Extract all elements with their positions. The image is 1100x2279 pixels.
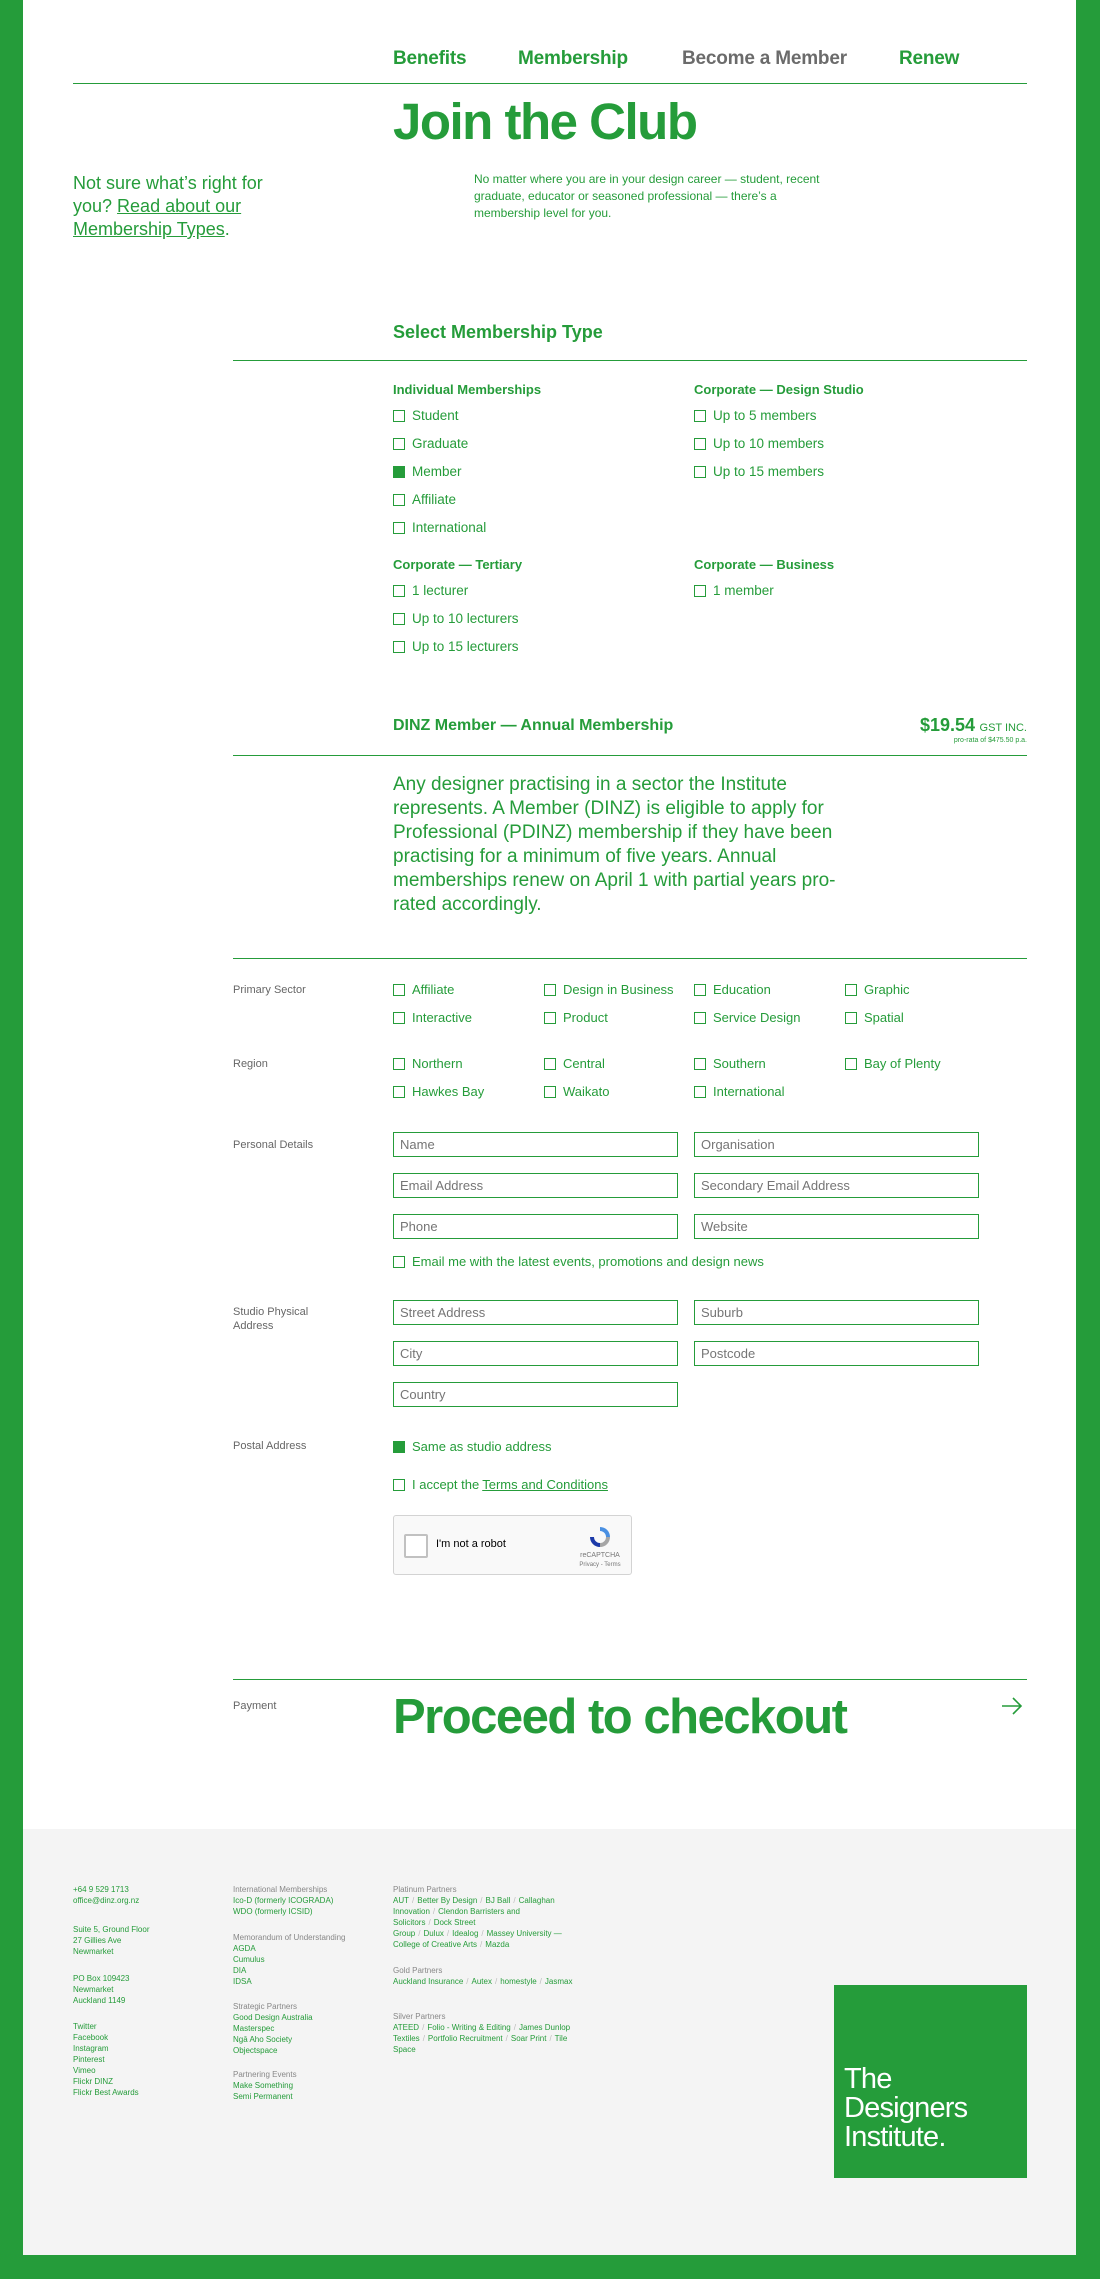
partner-link[interactable]: Callaghan Innovation bbox=[393, 1896, 555, 1916]
option-label: Affiliate bbox=[412, 492, 457, 507]
option-label: Education bbox=[713, 982, 771, 997]
checkbox[interactable] bbox=[845, 984, 857, 996]
checkbox[interactable] bbox=[845, 1058, 857, 1070]
footer-link[interactable]: Ico-D (formerly ICOGRADA) bbox=[233, 1896, 334, 1905]
studio-address-label: Studio Physical Address bbox=[233, 1306, 309, 1332]
footer-heading: Gold Partners bbox=[393, 1966, 443, 1975]
price-note: pro-rata of $475.50 p.a. bbox=[953, 737, 1027, 744]
logo-line: Designers bbox=[844, 2092, 968, 2124]
region-international[interactable] bbox=[694, 1084, 785, 1099]
intro-text: No matter where you are in your design career — student, recent graduate, educator or seasoned professional — there’s a membership level for you. bbox=[474, 172, 820, 220]
membership-types-note bbox=[73, 172, 288, 241]
recaptcha-brand: reCAPTCHA bbox=[580, 1552, 620, 1559]
option-international[interactable] bbox=[393, 520, 486, 535]
option-label: Up to 15 members bbox=[713, 464, 825, 479]
checkbox[interactable] bbox=[393, 494, 405, 506]
option-label: Service Design bbox=[713, 1010, 801, 1025]
phone-link[interactable]: +64 9 529 1713 bbox=[73, 1885, 129, 1894]
group-title-design-studio: Corporate — Design Studio bbox=[694, 382, 864, 397]
footer-heading: Memorandum of Understanding bbox=[233, 1933, 346, 1942]
partner-link[interactable]: Tile Space bbox=[393, 2034, 568, 2054]
option-label: Member bbox=[412, 464, 462, 479]
footer-po-box bbox=[73, 1973, 129, 2006]
address-line: Suite 5, Ground Floor bbox=[73, 1925, 150, 1934]
footer bbox=[23, 1829, 1076, 2255]
option-label: International bbox=[412, 520, 487, 535]
name-field[interactable] bbox=[393, 1132, 678, 1157]
option-label: Hawkes Bay bbox=[412, 1084, 485, 1099]
footer-silver bbox=[393, 2011, 573, 2055]
proceed-to-checkout-button[interactable]: Proceed to checkout bbox=[393, 1690, 847, 1744]
sector-spatial[interactable] bbox=[845, 1010, 904, 1025]
option-graduate[interactable] bbox=[393, 436, 468, 451]
footer-link[interactable]: WDO (formerly ICSID) bbox=[233, 1907, 313, 1916]
footer-link[interactable]: Ngā Aho Society bbox=[233, 2035, 293, 2044]
address-line: PO Box 109423 bbox=[73, 1974, 130, 1983]
footer-heading: Strategic Partners bbox=[233, 2002, 298, 2011]
footer-heading: Platinum Partners bbox=[393, 1885, 457, 1894]
checkbox[interactable] bbox=[694, 1012, 706, 1024]
checkbox[interactable] bbox=[694, 1086, 706, 1098]
footer-international bbox=[233, 1884, 333, 1917]
checkbox[interactable] bbox=[393, 438, 405, 450]
group-title-tertiary: Corporate — Tertiary bbox=[393, 557, 523, 572]
recaptcha-label: I'm not a robot bbox=[436, 1538, 506, 1550]
checkbox[interactable] bbox=[694, 410, 706, 422]
option-label: International bbox=[713, 1084, 785, 1099]
option-label: Central bbox=[563, 1056, 605, 1071]
footer-gold bbox=[393, 1965, 573, 1987]
footer-link[interactable]: Make Something bbox=[233, 2081, 294, 2090]
footer-heading: Partnering Events bbox=[233, 2070, 297, 2079]
footer-link[interactable]: Cumulus bbox=[233, 1955, 265, 1964]
option-label: I accept the bbox=[412, 1477, 480, 1492]
partner-link[interactable]: Jasmax bbox=[544, 1977, 573, 1986]
address-line: Auckland 1149 bbox=[73, 1996, 126, 2005]
checkbox[interactable] bbox=[694, 1058, 706, 1070]
checkbox-checked[interactable] bbox=[393, 466, 405, 478]
recaptcha-links[interactable]: Privacy - Terms bbox=[579, 1562, 621, 1568]
suburb-field[interactable] bbox=[694, 1300, 979, 1325]
option-label: Up to 5 members bbox=[713, 408, 817, 423]
checkbox[interactable] bbox=[694, 438, 706, 450]
group-title-business: Corporate — Business bbox=[694, 557, 835, 572]
option-label: Email me with the latest events, promotions and design news bbox=[412, 1254, 764, 1269]
option-label: Southern bbox=[713, 1056, 766, 1071]
country-field[interactable] bbox=[393, 1382, 678, 1407]
social-twitter[interactable]: Twitter bbox=[73, 2022, 97, 2031]
option-label: Graduate bbox=[412, 436, 469, 451]
address-line: Newmarket bbox=[73, 1985, 114, 1994]
postal-address-label: Postal Address bbox=[233, 1440, 307, 1452]
membership-description: Any designer practising in a sector the Institute represents. A Member (DINZ) is eligible to apply for Professional (PDINZ) membership if they have been practising for a minimum of five years. Annual memberships renew on April 1 with partial years pro-rated accordingly. bbox=[393, 774, 836, 915]
checkbox[interactable] bbox=[393, 984, 405, 996]
checkbox[interactable] bbox=[393, 1012, 405, 1024]
partner-link[interactable]: ATEED bbox=[393, 2023, 420, 2032]
checkbox[interactable] bbox=[694, 585, 706, 597]
checkbox[interactable] bbox=[544, 984, 556, 996]
social-facebook[interactable]: Facebook bbox=[73, 2033, 109, 2042]
partner-link[interactable]: BJ Ball bbox=[485, 1896, 511, 1905]
partner-link[interactable]: Massey University — College of Creative Arts bbox=[393, 1929, 562, 1949]
checkbox[interactable] bbox=[393, 1086, 405, 1098]
region-waikato[interactable] bbox=[544, 1084, 609, 1099]
accept-terms-option[interactable] bbox=[393, 1477, 608, 1492]
form-divider bbox=[233, 958, 1027, 959]
footer-link[interactable]: AGDA bbox=[233, 1944, 256, 1953]
partner-link[interactable]: Clendon Barristers and Solicitors bbox=[393, 1907, 520, 1927]
membership-types-link[interactable]: Read about our Membership Types bbox=[73, 196, 242, 239]
option-label: Student bbox=[412, 408, 459, 423]
group-title-individual: Individual Memberships bbox=[393, 382, 542, 397]
partner-link[interactable]: homestyle bbox=[500, 1977, 537, 1986]
nav-renew[interactable]: Renew bbox=[899, 48, 960, 69]
checkbox[interactable] bbox=[393, 1058, 405, 1070]
checkbox[interactable] bbox=[393, 1479, 405, 1491]
checkbox[interactable] bbox=[694, 984, 706, 996]
footer-events bbox=[233, 2069, 297, 2102]
footer-link[interactable]: IDSA bbox=[233, 1977, 252, 1986]
footer-contact bbox=[73, 1884, 139, 1906]
partner-link[interactable]: Soar Print bbox=[510, 2034, 547, 2043]
organisation-field[interactable] bbox=[694, 1132, 979, 1157]
option-label: Northern bbox=[412, 1056, 463, 1071]
option-label: Same as studio address bbox=[412, 1439, 552, 1454]
sector-affiliate[interactable] bbox=[393, 982, 454, 997]
silver-list: ATEED / Folio - Writing & Editing / James Dunlop Textiles / Portfolio Recruitment / Soar Print / Tile Space bbox=[393, 2023, 571, 2054]
region-central[interactable] bbox=[544, 1056, 605, 1071]
price: $19.54 bbox=[920, 715, 976, 735]
sector-graphic[interactable] bbox=[845, 982, 910, 997]
footer-strategic bbox=[233, 2001, 313, 2056]
option-tertiary-15[interactable] bbox=[393, 639, 519, 654]
option-member[interactable] bbox=[393, 464, 462, 479]
sector-service-design[interactable] bbox=[694, 1010, 800, 1025]
option-studio-5[interactable] bbox=[694, 408, 817, 423]
option-label: Design in Business bbox=[563, 982, 674, 997]
partner-link[interactable]: Folio - Writing & Editing bbox=[427, 2023, 511, 2032]
option-studio-10[interactable] bbox=[694, 436, 824, 451]
platinum-list: AUT / Better By Design / BJ Ball / Callaghan Innovation / Clendon Barristers and Solicitors / Dock Street Group / Dulux / Idealog / Massey University — College of Creative Arts / Mazda bbox=[393, 1896, 562, 1949]
footer-platinum bbox=[393, 1884, 573, 1950]
nav-benefits[interactable]: Benefits bbox=[393, 48, 467, 69]
logo-text bbox=[844, 2065, 967, 2152]
footer-social bbox=[73, 2021, 139, 2098]
checkbox[interactable] bbox=[544, 1012, 556, 1024]
partner-link[interactable]: Better By Design bbox=[417, 1896, 478, 1905]
partner-link[interactable]: Auckland Insurance bbox=[393, 1977, 464, 1986]
partner-link[interactable]: Dock Street Group bbox=[393, 1918, 476, 1938]
gold-list: Auckland Insurance / Autex / homestyle / Jasmax bbox=[393, 1977, 573, 1986]
terms-link[interactable]: Terms and Conditions bbox=[482, 1477, 608, 1492]
email-link[interactable]: office@dinz.org.nz bbox=[73, 1896, 140, 1905]
option-tertiary-1[interactable] bbox=[393, 583, 468, 598]
website-field[interactable] bbox=[694, 1214, 979, 1239]
option-tertiary-10[interactable] bbox=[393, 611, 519, 626]
option-label: Graphic bbox=[864, 982, 910, 997]
address-line: Newmarket bbox=[73, 1947, 114, 1956]
region-label: Region bbox=[233, 1058, 268, 1070]
region-hawkes-bay[interactable] bbox=[393, 1084, 484, 1099]
region-northern[interactable] bbox=[393, 1056, 463, 1071]
footer-mou bbox=[233, 1932, 346, 1987]
partner-link[interactable]: Portfolio Recruitment bbox=[427, 2034, 503, 2043]
nav-membership[interactable]: Membership bbox=[518, 48, 628, 69]
postcode-field[interactable] bbox=[694, 1341, 979, 1366]
nav-divider bbox=[73, 83, 1027, 84]
region-southern[interactable] bbox=[694, 1056, 766, 1071]
nav-become-a-member[interactable]: Become a Member bbox=[682, 48, 847, 69]
price-block bbox=[920, 715, 1027, 736]
same-as-studio-option[interactable] bbox=[393, 1439, 551, 1454]
partner-link[interactable]: Dulux bbox=[423, 1929, 444, 1938]
social-flickr-dinz[interactable]: Flickr DINZ bbox=[73, 2077, 113, 2086]
option-label: 1 lecturer bbox=[412, 583, 469, 598]
partner-link[interactable]: AUT bbox=[393, 1896, 409, 1905]
payment-label: Payment bbox=[233, 1700, 277, 1712]
checkbox[interactable] bbox=[544, 1058, 556, 1070]
price-suffix: GST INC. bbox=[979, 722, 1027, 734]
social-vimeo[interactable]: Vimeo bbox=[73, 2066, 96, 2075]
footer-heading: International Memberships bbox=[233, 1885, 328, 1894]
personal-details-label: Personal Details bbox=[233, 1139, 314, 1151]
payment-divider bbox=[233, 1679, 1027, 1680]
footer-link[interactable]: Good Design Australia bbox=[233, 2013, 313, 2022]
checkbox[interactable] bbox=[694, 466, 706, 478]
checkbox[interactable] bbox=[393, 522, 405, 534]
footer-link[interactable]: Masterspec bbox=[233, 2024, 275, 2033]
sector-interactive[interactable] bbox=[393, 1010, 472, 1025]
option-studio-15[interactable] bbox=[694, 464, 824, 479]
recaptcha-widget bbox=[393, 1515, 632, 1575]
checkbox[interactable] bbox=[393, 613, 405, 625]
option-label: Up to 10 lecturers bbox=[412, 611, 519, 626]
footer-link[interactable]: DIA bbox=[233, 1966, 247, 1975]
email-field[interactable] bbox=[393, 1173, 678, 1198]
recaptcha-checkbox[interactable] bbox=[404, 1534, 428, 1558]
address-line: 27 Gillies Ave bbox=[73, 1936, 122, 1945]
city-field[interactable] bbox=[393, 1341, 678, 1366]
phone-field[interactable] bbox=[393, 1214, 678, 1239]
option-label: Spatial bbox=[864, 1010, 904, 1025]
option-label: 1 member bbox=[713, 583, 774, 598]
note-text: Not sure what’s right for you? bbox=[73, 173, 263, 216]
partner-link[interactable]: Autex bbox=[471, 1977, 492, 1986]
select-divider bbox=[233, 360, 1027, 361]
footer-link[interactable]: Semi Permanent bbox=[233, 2092, 293, 2101]
social-pinterest[interactable]: Pinterest bbox=[73, 2055, 105, 2064]
street-address-field[interactable] bbox=[393, 1300, 678, 1325]
option-label: Waikato bbox=[563, 1084, 610, 1099]
select-membership-heading: Select Membership Type bbox=[393, 322, 603, 342]
primary-sector-label: Primary Sector bbox=[233, 984, 306, 996]
logo-line: The bbox=[844, 2063, 892, 2095]
logo-line: Institute. bbox=[844, 2121, 946, 2153]
footer-address bbox=[73, 1924, 149, 1957]
partner-link[interactable]: Idealog bbox=[452, 1929, 479, 1938]
option-label: Bay of Plenty bbox=[864, 1056, 941, 1071]
option-label: Affiliate bbox=[412, 982, 455, 997]
secondary-email-field[interactable] bbox=[694, 1173, 979, 1198]
arrow-right-icon[interactable] bbox=[1001, 1697, 1023, 1715]
checkbox[interactable] bbox=[845, 1012, 857, 1024]
checkbox-checked[interactable] bbox=[393, 1441, 405, 1453]
option-affiliate[interactable] bbox=[393, 492, 456, 507]
option-label: Up to 10 members bbox=[713, 436, 825, 451]
page bbox=[23, 0, 1076, 2255]
footer-link[interactable]: Objectspace bbox=[233, 2046, 278, 2055]
checkbox[interactable] bbox=[544, 1086, 556, 1098]
partner-link[interactable]: James Dunlop Textiles bbox=[393, 2023, 571, 2043]
selected-membership-title: DINZ Member — Annual Membership bbox=[393, 717, 674, 734]
option-student[interactable] bbox=[393, 408, 459, 423]
social-flickr-best-awards[interactable]: Flickr Best Awards bbox=[73, 2088, 139, 2097]
option-label: Interactive bbox=[412, 1010, 472, 1025]
checkbox[interactable] bbox=[393, 1256, 405, 1268]
checkbox[interactable] bbox=[393, 585, 405, 597]
page-title: Join the Club bbox=[393, 93, 697, 150]
recaptcha-logo-icon bbox=[587, 1524, 613, 1550]
partner-link[interactable]: Mazda bbox=[485, 1940, 510, 1949]
newsletter-opt-in[interactable] bbox=[393, 1254, 764, 1269]
sector-education[interactable] bbox=[694, 982, 771, 997]
checkbox[interactable] bbox=[393, 410, 405, 422]
footer-heading: Silver Partners bbox=[393, 2012, 446, 2021]
option-label: Product bbox=[563, 1010, 608, 1025]
sector-design-in-business[interactable] bbox=[544, 982, 674, 997]
option-business-1[interactable] bbox=[694, 583, 774, 598]
note-suffix: . bbox=[224, 219, 230, 239]
selected-divider bbox=[233, 755, 1027, 756]
region-bay-of-plenty[interactable] bbox=[845, 1056, 941, 1071]
option-label: Up to 15 lecturers bbox=[412, 639, 519, 654]
designers-institute-logo[interactable] bbox=[834, 1985, 1027, 2178]
social-instagram[interactable]: Instagram bbox=[73, 2044, 109, 2053]
checkbox[interactable] bbox=[393, 641, 405, 653]
sector-product[interactable] bbox=[544, 1010, 608, 1025]
